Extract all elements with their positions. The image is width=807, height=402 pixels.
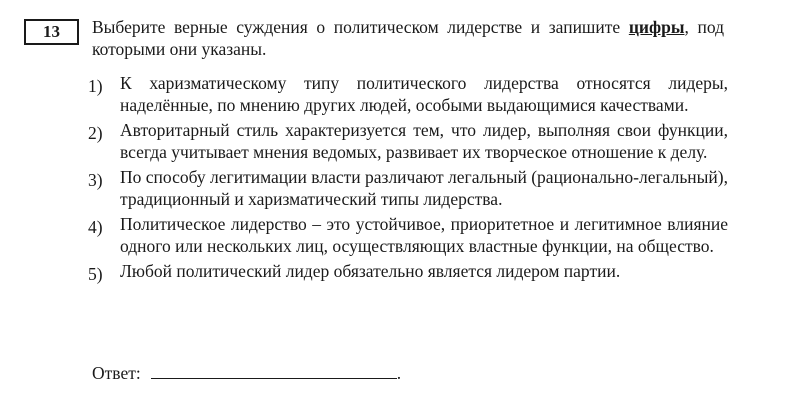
option-5 bbox=[88, 260, 728, 285]
answer-label: Ответ: bbox=[92, 363, 141, 383]
option-2 bbox=[88, 119, 728, 163]
question-prefix: Выберите верные суждения о политическом лидерстве и запишите bbox=[92, 17, 629, 37]
option-number: 2) bbox=[88, 123, 103, 143]
options-list bbox=[88, 72, 728, 288]
question-text bbox=[92, 16, 724, 60]
option-text: Любой политический лидер обязательно является лидером партии. bbox=[120, 261, 621, 281]
task-number-box: 13 bbox=[24, 19, 79, 45]
option-text: К харизматическому типу политического лидерства относятся лидеры, наделённые, по мнению других людей, особыми выдающимися качествами. bbox=[120, 73, 728, 115]
question-suffix: , под которыми они указаны. bbox=[92, 17, 724, 59]
option-number: 3) bbox=[88, 170, 103, 190]
option-1 bbox=[88, 72, 728, 116]
question-bold-word: цифры bbox=[628, 17, 685, 37]
option-number: 4) bbox=[88, 217, 103, 237]
option-4 bbox=[88, 213, 728, 257]
option-text: По способу легитимации власти различают легальный (рационально-легальный), традиционный и харизматический типы лидерства. bbox=[120, 167, 728, 209]
answer-blank-line[interactable] bbox=[151, 360, 397, 379]
option-number: 5) bbox=[88, 264, 103, 284]
option-text: Авторитарный стиль характеризуется тем, что лидер, выполняя свои функции, всегда учитывает мнения ведомых, развивает их творческое отношение к делу. bbox=[120, 120, 728, 162]
answer-end-dot: . bbox=[396, 363, 402, 383]
option-3 bbox=[88, 166, 728, 210]
option-number: 1) bbox=[88, 76, 103, 96]
option-text: Политическое лидерство – это устойчивое, приоритетное и легитимное влияние одного или нескольких лиц, осуществляющих властные функции, на общество. bbox=[120, 214, 728, 256]
answer-row bbox=[92, 360, 401, 384]
